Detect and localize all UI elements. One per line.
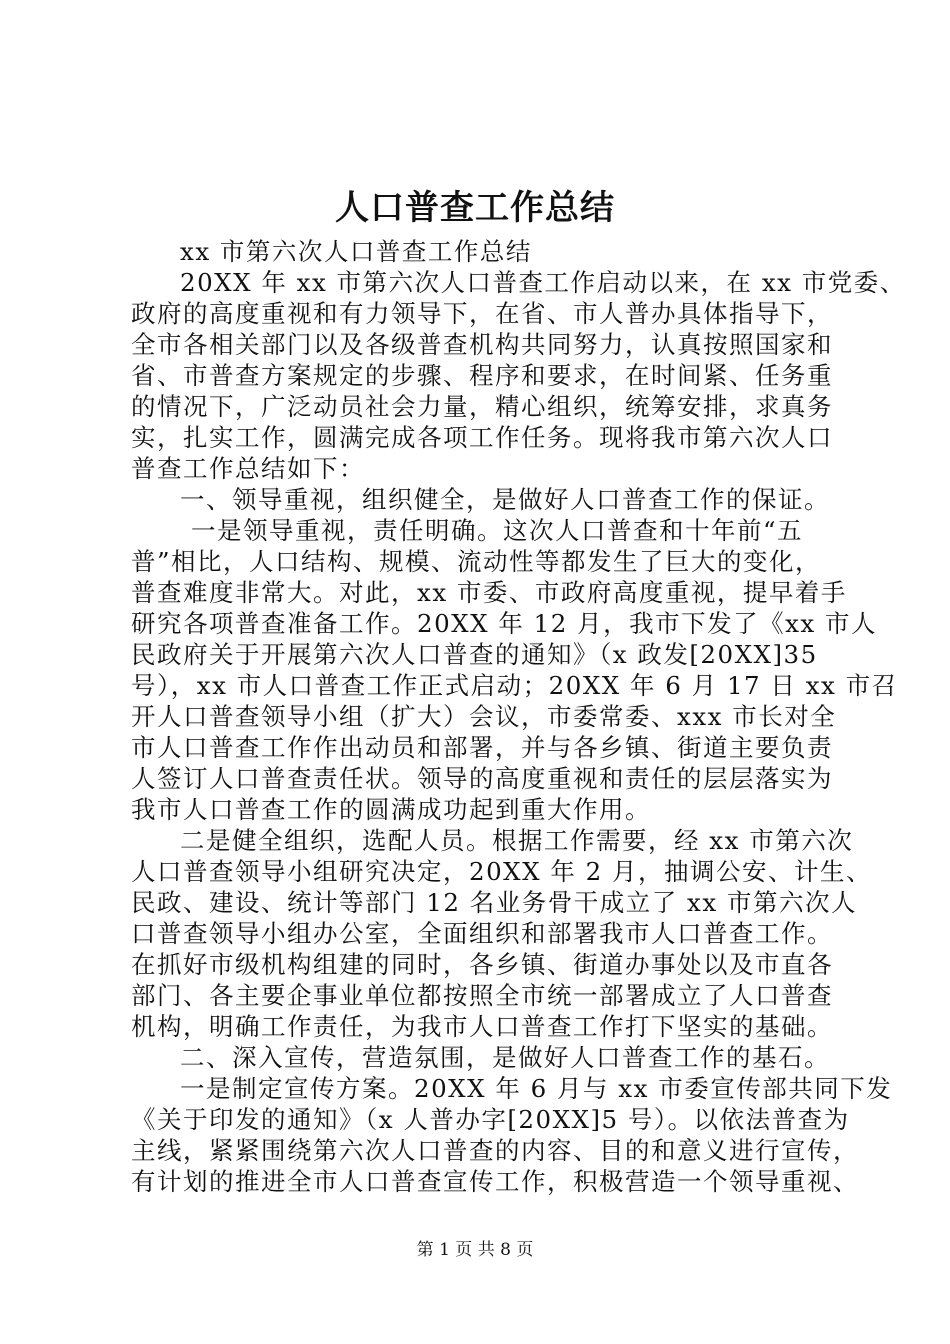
page-footer: 第 1 页 共 8 页 [416,1240,534,1260]
paragraph-line: 一是制定宣传方案。20XX 年 6 月与 xx 市委宣传部共同下发 [180,1074,893,1103]
paragraph-line: 一是领导重视，责任明确。这次人口普查和十年前“五 [191,516,804,545]
paragraph-line: 部门、各主要企事业单位都按照全市统一部署成立了人口普查 [131,981,833,1010]
paragraph-line: 省、市普查方案规定的步骤、程序和要求，在时间紧、任务重 [131,361,833,390]
paragraph-line: 市人口普查工作作出动员和部署，并与各乡镇、街道主要负责 [131,733,833,762]
paragraph-line: 口普查领导小组办公室，全面组织和部署我市人口普查工作。 [131,919,833,948]
section-heading: 一、领导重视，组织健全，是做好人口普查工作的保证。 [180,485,830,514]
paragraph-line: 在抓好市级机构组建的同时，各乡镇、街道办事处以及市直各 [131,950,833,979]
paragraph-line: 研究各项普查准备工作。20XX 年 12 月，我市下发了《xx 市人 [131,609,878,638]
paragraph-line: 人签订人口普查责任状。领导的高度重视和责任的层层落实为 [131,764,833,793]
paragraph-line: 民政、建设、统计等部门 12 名业务骨干成立了 xx 市第六次人 [131,888,857,917]
paragraph-line: 主线，紧紧围绕第六次人口普查的内容、目的和意义进行宣传， [131,1136,859,1165]
paragraph-line: 普”相比，人口结构、规模、流动性等都发生了巨大的变化， [131,547,822,576]
paragraph-line: 有计划的推进全市人口普查宣传工作，积极营造一个领导重视、 [131,1167,859,1196]
paragraph-line: 全市各相关部门以及各级普查机构共同努力，认真按照国家和 [131,330,833,359]
paragraph-line: 民政府关于开展第六次人口普查的通知》（x 政发[20XX]35 [131,640,818,669]
paragraph-line: 二是健全组织，选配人员。根据工作需要，经 xx 市第六次 [180,826,854,855]
paragraph-line: 人口普查领导小组研究决定，20XX 年 2 月，抽调公安、计生、 [131,857,873,886]
paragraph-line: 20XX 年 xx 市第六次人口普查工作启动以来，在 xx 市党委、 [180,268,906,297]
paragraph-line: 号），xx 市人口普查工作正式启动；20XX 年 6 月 17 日 xx 市召 [131,671,898,700]
paragraph-line: 机构，明确工作责任，为我市人口普查工作打下坚实的基础。 [131,1012,833,1041]
document-title: 人口普查工作总结 [335,188,615,228]
paragraph-line: 我市人口普查工作的圆满成功起到重大作用。 [131,795,651,824]
subtitle-line: xx 市第六次人口普查工作总结 [180,237,532,266]
paragraph-line: 政府的高度重视和有力领导下，在省、市人普办具体指导下， [131,299,833,328]
paragraph-line: 开人口普查领导小组（扩大）会议，市委常委、xxx 市长对全 [131,702,837,731]
paragraph-line: 的情况下，广泛动员社会力量，精心组织，统筹安排，求真务 [131,392,833,421]
paragraph-line: 《关于印发的通知》（x 人普办字[20XX]5 号）。以依法普查为 [131,1105,850,1134]
document-body [131,236,906,1197]
section-heading: 二、深入宣传，营造氛围，是做好人口普查工作的基石。 [180,1043,830,1072]
paragraph-line: 普查工作总结如下： [131,454,365,483]
paragraph-line: 普查难度非常大。对此，xx 市委、市政府高度重视，提早着手 [131,578,847,607]
paragraph-line: 实，扎实工作，圆满完成各项工作任务。现将我市第六次人口 [131,423,833,452]
